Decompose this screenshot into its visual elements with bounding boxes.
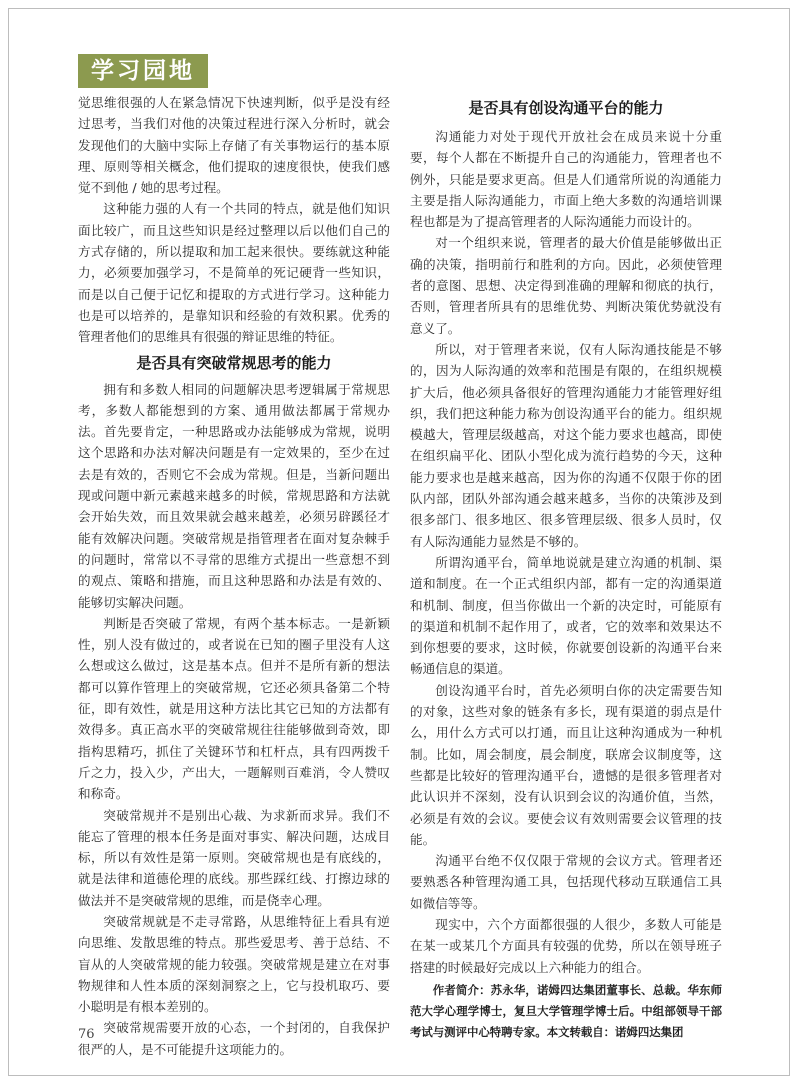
body-paragraph: 拥有和多数人相同的问题解决思考逻辑属于常规思考，多数人都能想到的方案、通用做法都属于常规办法。首先要肯定，一种思路或办法能够成为常规，说明这个思路和办法对解决问题是有一定效果的，至少在过去是有效的，否则它不会成为常规。但是，当新问题出现或问题中新元素越来越多的时候，常规思路和方法就会开始失效，而且效果就会越来越差，必须另辟蹊径才能有效解决问题。突破常规是指管理者在面对复杂棘手的问题时，常常以不寻常的思维方式提出一些意想不到的观点、策略和措施，而且这种思路和办法是有效的、能够切实解决问题。 xyxy=(78,381,390,610)
body-paragraph: 创设沟通平台时，首先必须明白你的决定需要告知的对象，这些对象的链条有多长，现有渠道的弱点是什么，用什么方式可以打通，而且让这种沟通成为一种机制。比如，周会制度，晨会制度，联席会议制度等，这些都是比较好的管理沟通平台，遗憾的是很多管理者对此认识并不深刻，没有认识到会议的沟通价值，当然，必须是有效的会议。要使会议有效则需要会议管理的技能。 xyxy=(410,682,722,847)
section-tag: 学习园地 xyxy=(78,54,208,88)
section-heading-communication: 是否具有创设沟通平台的能力 xyxy=(468,99,664,117)
body-paragraph: 所谓沟通平台，简单地说就是建立沟通的机制、渠道和制度。在一个正式组织内部，都有一定的沟通渠道和机制、制度，但当你做出一个新的决定时，可能原有的渠道和机制不起作用了，或者，它的效率和效果达不到你想要的要求，这时候，你就要创设新的沟通平台来畅通信息的渠道。 xyxy=(410,554,722,677)
page-number: 76 xyxy=(78,1027,95,1042)
body-paragraph: 现实中，六个方面都很强的人很少，多数人可能是在某一或某几个方面具有较强的优势，所以在领导班子搭建的时候最好完成以上六种能力的组合。 xyxy=(410,916,722,975)
body-paragraph: 判断是否突破了常规，有两个基本标志。一是新颖性，别人没有做过的，或者说在已知的圈子里没有人这么想或这么做过，这是基本点。但并不是所有新的想法都可以算作管理上的突破常规，它还必须具备第二个特征，即有效性，就是用这种方法比其它已知的方法都有效得多。真正高水平的突破常规往往能够做到奇效，即指构思精巧，抓住了关键环节和杠杆点，具有四两拨千斤之力，投入少，产出大，一题解则百难消，令人赞叹和称奇。 xyxy=(78,615,390,802)
body-paragraph: 突破常规就是不走寻常路，从思维特征上看具有逆向思维、发散思维的特点。那些爱思考、善于总结、不盲从的人突破常规的能力较强。突破常规是建立在对事物规律和人性本质的深刻洞察之上，它与投机取巧、要小聪明是有根本差别的。 xyxy=(78,913,390,1015)
body-paragraph: 沟通能力对处于现代开放社会在成员来说十分重要，每个人都在不断提升自己的沟通能力，管理者也不例外，只能是要求更高。但是人们通常所说的沟通能力主要是指人际沟通能力，市面上绝大多数的沟通培训课程也都是为了提高管理者的人际沟通能力而设计的。 xyxy=(410,129,722,230)
right-column xyxy=(410,96,722,1043)
left-column xyxy=(78,92,390,1060)
author-bio: 作者简介：苏永华，诺姆四达集团董事长、总裁。华东师范大学心理学博士，复旦大学管理学博士后。中组部领导干部考试与测评中心特聘专家。本文转载自：诺姆四达集团 xyxy=(410,982,722,1039)
intro-paragraph: 觉思维很强的人在紧急情况下快速判断，似乎是没有经过思考，当我们对他的决策过程进行深入分析时，就会发现他们的大脑中实际上存储了有关事物运行的基本原理、原则等相关概念，他们提取的速度很快，使我们感觉不到他 / 她的思考过程。 xyxy=(78,95,390,196)
body-paragraph: 突破常规并不是别出心裁、为求新而求异。我们不能忘了管理的根本任务是面对事实、解决问题，达成目标，所以有效性是第一原则。突破常规也是有底线的，就是法律和道德伦理的底线。那些踩红线、打擦边球的做法并不是突破常规的思维，而是侥幸心理。 xyxy=(78,807,390,908)
body-paragraph: 突破常规需要开放的心态，一个封闭的，自我保护很严的人，是不可能提升这项能力的。 xyxy=(78,1020,390,1057)
intro-paragraph: 这种能力强的人有一个共同的特点，就是他们知识面比较广，而且这些知识是经过整理以后以他们自己的方式存储的，所以提取和加工起来很快。要练就这种能力，必须要加强学习，不是简单的死记硬背一些知识，而是以自己便于记忆和提取的方式进行学习。这种能力也是可以培养的，是靠知识和经验的有效积累。优秀的管理者他们的思维具有很强的辩证思维的特征。 xyxy=(78,201,390,345)
body-paragraph: 沟通平台绝不仅仅限于常规的会议方式。管理者还要熟悉各种管理沟通工具，包括现代移动互联通信工具如微信等等。 xyxy=(410,853,722,911)
section-heading-breakthrough: 是否具有突破常规思考的能力 xyxy=(136,353,332,372)
body-paragraph: 所以，对于管理者来说，仅有人际沟通技能是不够的，因为人际沟通的效率和范围是有限的，在组织规模扩大后，他必须具备很好的管理沟通能力才能管理好组织，我们把这种能力称为创设沟通平台的能力。组织规模越大，管理层级越高，对这个能力要求也越高，即使在组织扁平化、团队小型化成为流行趋势的今天，这种能力要求也是越来越高，因为你的沟通不仅限于你的团队内部，团队外部沟通会越来越多，当你的决策涉及到很多部门、很多地区、很多管理层级、很多人员时，仅有人际沟通能力显然是不够的。 xyxy=(410,341,722,549)
body-paragraph: 对一个组织来说，管理者的最大价值是能够做出正确的决策，指明前行和胜利的方向。因此，必须使管理者的意图、思想、决定得到准确的理解和彻底的执行，否则，管理者所具有的思维优势、判断决策优势就没有意义了。 xyxy=(410,235,722,336)
